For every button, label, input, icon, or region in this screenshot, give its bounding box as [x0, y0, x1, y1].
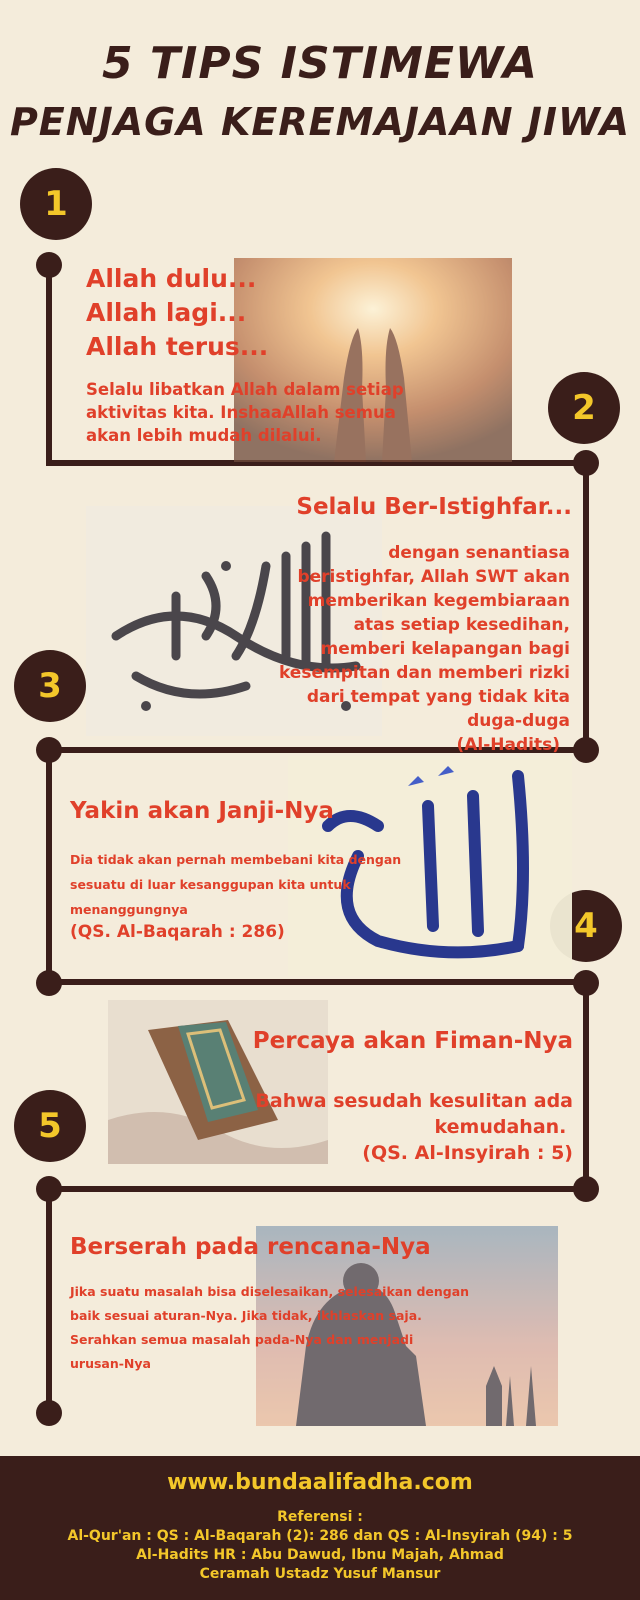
- tip3-heading: Yakin akan Janji-Nya: [70, 798, 334, 824]
- tip5-heading: Berserah pada rencana-Nya: [70, 1234, 431, 1260]
- tip1-heading: [86, 262, 268, 364]
- tip2-heading: Selalu Ber-Istighfar...: [296, 494, 572, 520]
- tip2-body-line: memberi kelapangan bagi: [320, 639, 570, 659]
- tip3-body-line: sesuatu di luar kesanggupan kita untuk: [70, 877, 351, 892]
- tip2-body-line: kesempitan dan memberi rizki: [278, 663, 570, 683]
- tip5-body-line: urusan-Nya: [70, 1356, 151, 1371]
- references-heading: Referensi :: [277, 1509, 363, 1525]
- references: [0, 1508, 640, 1584]
- tip4-body-line: Bahwa sesudah kesulitan ada: [255, 1090, 573, 1112]
- tip3-body: [70, 847, 401, 922]
- tip4-body: [255, 1088, 573, 1166]
- reference-line: Al-Hadits HR : Abu Dawud, Ibnu Majah, Ahmad: [136, 1547, 504, 1563]
- tip2-body-line: dari tempat yang tidak kita: [306, 687, 570, 707]
- infographic-title-line2: PENJAGA KEREMAJAAN JIWA: [9, 100, 631, 144]
- tip-number-badge-4: 4: [550, 890, 622, 962]
- reference-line: Al-Qur'an : QS : Al-Baqarah (2): 286 dan QS : Al-Insyirah (94) : 5: [67, 1528, 573, 1544]
- tip-number-badge-1: 1: [20, 168, 92, 240]
- reference-line: Ceramah Ustadz Yusuf Mansur: [199, 1566, 441, 1582]
- tip3-body-line: menanggungnya: [70, 902, 188, 917]
- tip1-body-line: Selalu libatkan Allah dalam setiap: [86, 380, 404, 399]
- tip1-body: [86, 378, 404, 447]
- footer: [0, 1456, 640, 1600]
- tip4-body-line: kemudahan.: [434, 1116, 573, 1138]
- tip2-body: [279, 541, 570, 757]
- tip3-reference: (QS. Al-Baqarah : 286): [70, 922, 285, 942]
- tip-number-badge-3: 3: [14, 650, 86, 722]
- tip1-heading-line: Allah dulu...: [86, 264, 257, 293]
- tip1-heading-line: Allah terus...: [86, 332, 269, 361]
- tip-number-badge-5: 5: [14, 1090, 86, 1162]
- infographic-title-line1: 5 TIPS ISTIMEWA: [102, 38, 538, 89]
- tip5-body-line: Serahkan semua masalah pada-Nya dan menjadi: [70, 1332, 414, 1347]
- tip2-body-line: duga-duga: [467, 711, 570, 731]
- tip2-body-line: atas setiap kesedihan,: [353, 615, 570, 635]
- tip5-body: [70, 1280, 469, 1376]
- website-link[interactable]: www.bundaalifadha.com: [167, 1470, 473, 1495]
- tip1-body-line: akan lebih mudah dilalui.: [86, 426, 322, 445]
- tip4-reference: (QS. Al-Insyirah : 5): [362, 1142, 573, 1164]
- tip2-body-line: dengan senantiasa: [388, 543, 570, 563]
- tip1-heading-line: Allah lagi...: [86, 298, 247, 327]
- tip2-body-line: memberikan kegembiaraan: [307, 591, 570, 611]
- tip2-reference: (Al-Hadits): [456, 735, 560, 755]
- tip-number-badge-2: 2: [548, 372, 620, 444]
- tip3-body-line: Dia tidak akan pernah membebani kita dengan: [70, 852, 402, 867]
- tip5-body-line: Jika suatu masalah bisa diselesaikan, selesaikan dengan: [70, 1284, 470, 1299]
- tip5-body-line: baik sesuai aturan-Nya. Jika tidak, ikhlaskan saja.: [70, 1308, 422, 1323]
- tip4-heading: Percaya akan Fiman-Nya: [252, 1028, 573, 1054]
- tip1-body-line: aktivitas kita. InshaaAllah semua: [86, 403, 396, 422]
- tip2-body-line: beristighfar, Allah SWT akan: [297, 567, 570, 587]
